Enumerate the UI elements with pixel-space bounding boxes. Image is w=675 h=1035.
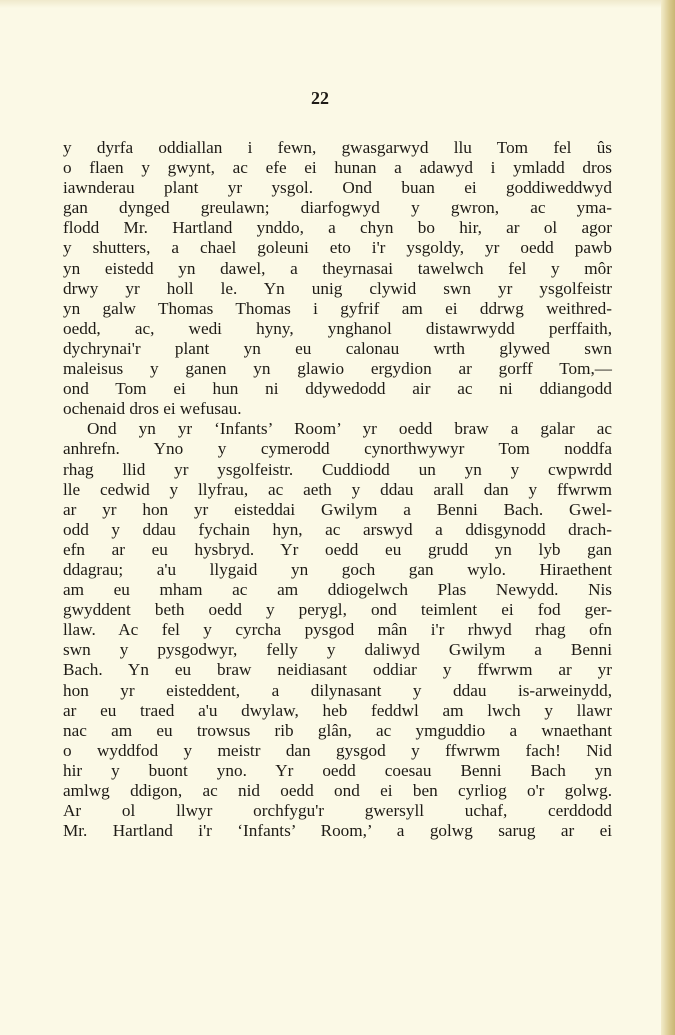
page-edge [661, 0, 675, 1035]
text-line: y shutters, a chael goleuni eto i'r ysgoldy, yr oedd pawb [63, 238, 612, 258]
text-line: nac am eu trowsus rib glân, ac ymguddio a wnaethant [63, 720, 612, 740]
text-line: maleisus y ganen yn glawio ergydion ar gorff Tom,— [63, 359, 612, 379]
text-line: hir y buont yno. Yr oedd coesau Benni Bach yn [63, 760, 612, 780]
text-line: dychrynai'r plant yn eu calonau wrth glywed swn [63, 338, 612, 358]
text-line: flodd Mr. Hartland ynddo, a chyn bo hir, ar ol agor [63, 218, 612, 238]
text-line: y dyrfa oddiallan i fewn, gwasgarwyd llu Tom fel ûs [63, 138, 612, 157]
text-line: llaw. Ac fel y cyrcha pysgod mân i'r rhwyd rhag ofn [63, 620, 612, 640]
text-line: gan dynged greulawn; diarfogwyd y gwron, ac yma- [63, 198, 612, 218]
text-line: Ar ol llwyr orchfygu'r gwersyll uchaf, cerddodd [63, 801, 612, 821]
text-line: yn eistedd yn dawel, a theyrnasai tawelwch fel y môr [63, 258, 612, 278]
text-line: lle cedwid y llyfrau, ac aeth y ddau arall dan y ffwrwm [63, 479, 612, 499]
text-line: efn ar eu hysbryd. Yr oedd eu grudd yn lyb gan [63, 539, 612, 559]
text-line: ond Tom ei hun ni ddywedodd air ac ni ddiangodd [63, 379, 612, 399]
text-line: odd y ddau fychain hyn, ac arswyd a ddisgynodd drach- [63, 519, 612, 539]
text-line: amlwg ddigon, ac nid oedd ond ei ben cyrliog o'r golwg. [63, 781, 612, 800]
body-text [63, 138, 612, 841]
text-line: drwy yr holl le. Yn unig clywid swn yr ysgolfeistr [63, 278, 612, 298]
text-line: am eu mham ac am ddiogelwch Plas Newydd. Nis [63, 580, 612, 600]
text-line: o wyddfod y meistr dan gysgod y ffwrwm fach! Nid [63, 740, 612, 760]
text-line: Bach. Yn eu braw neidiasant oddiar y ffwrwm ar yr [63, 660, 612, 680]
text-line: rhag llid yr ysgolfeistr. Cuddiodd un yn y cwpwrdd [63, 459, 612, 479]
text-line: gwyddent beth oedd y perygl, ond teimlent ei fod ger- [63, 600, 612, 620]
text-line: ar yr hon yr eisteddai Gwilym a Benni Bach. Gwel- [63, 499, 612, 519]
page-top-shade [0, 0, 675, 8]
text-line: anhrefn. Yno y cymerodd cynorthwywyr Tom noddfa [63, 439, 612, 459]
text-line: yn galw Thomas Thomas i gyfrif am ei ddrwg weithred- [63, 298, 612, 318]
text-line: Ond yn yr ‘Infants’ Room’ yr oedd braw a galar ac [87, 419, 612, 439]
text-line: oedd, ac, wedi hyny, ynghanol distawrwydd perffaith, [63, 318, 612, 338]
page-number: 22 [311, 88, 329, 108]
text-line: swn y pysgodwyr, felly y daliwyd Gwilym a Benni [63, 640, 612, 660]
text-line: hon yr eisteddent, a dilynasant y ddau is-arweinydd, [63, 680, 612, 700]
text-line: o flaen y gwynt, ac efe ei hunan a adawyd i ymladd dros [63, 158, 612, 178]
text-line: ddagrau; a'u llygaid yn goch gan wylo. Hiraethent [63, 559, 612, 579]
text-line: ar eu traed a'u dwylaw, heb feddwl am lwch y llawr [63, 700, 612, 720]
text-line: iawnderau plant yr ysgol. Ond buan ei goddiweddwyd [63, 178, 612, 198]
text-line: Mr. Hartland i'r ‘Infants’ Room,’ a golwg sarug ar ei [63, 821, 612, 841]
text-line: ochenaid dros ei wefusau. [63, 399, 242, 419]
